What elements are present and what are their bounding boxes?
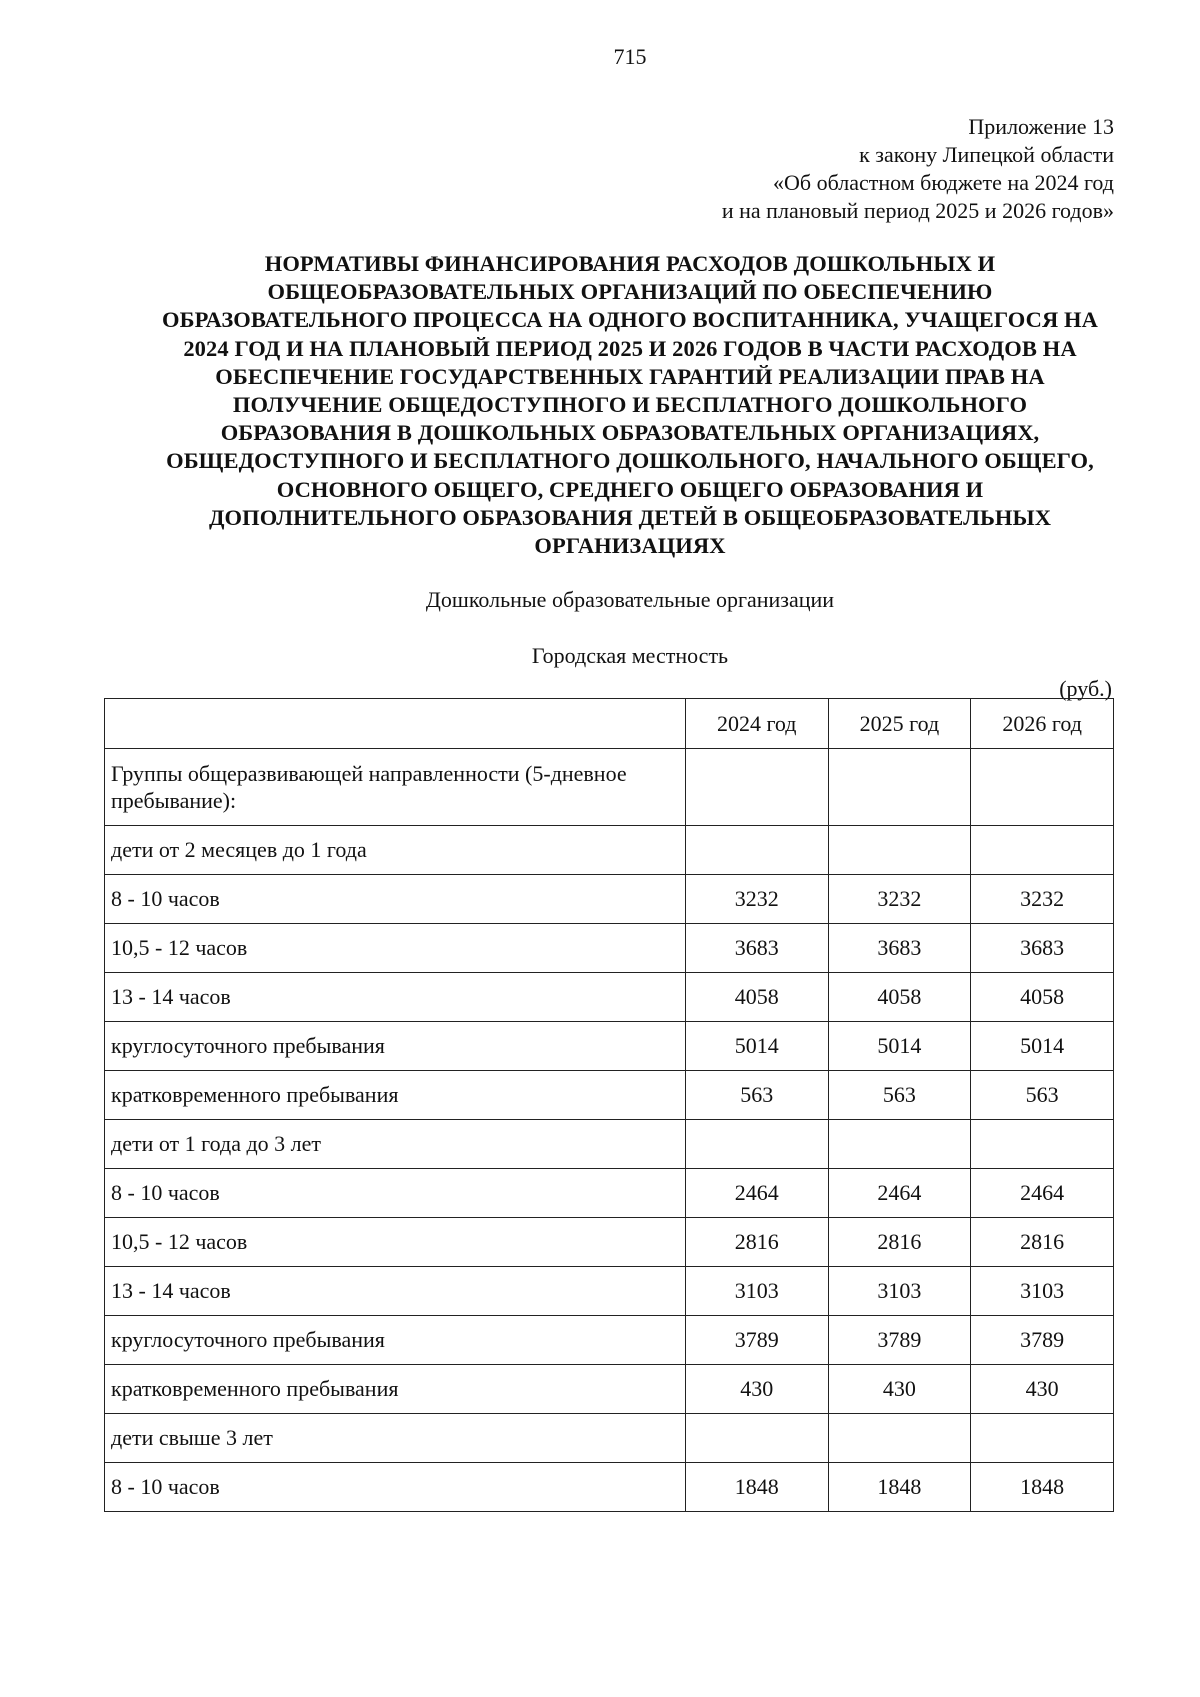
- title-line: ПОЛУЧЕНИЕ ОБЩЕДОСТУПНОГО И БЕСПЛАТНОГО ДОШКОЛЬНОГО: [232, 392, 1028, 418]
- value-2024: 2816: [685, 1218, 828, 1267]
- value-2025: 4058: [828, 973, 971, 1022]
- title-line: ОРГАНИЗАЦИЯХ: [534, 533, 726, 559]
- table-row: [105, 875, 1114, 924]
- value-2026: 3103: [971, 1267, 1114, 1316]
- value-2024: 430: [685, 1365, 828, 1414]
- row-label: 10,5 - 12 часов: [105, 924, 686, 973]
- value-2026: 3232: [971, 875, 1114, 924]
- value-2026: 430: [971, 1365, 1114, 1414]
- table-row: [105, 1267, 1114, 1316]
- value-2025: 563: [828, 1071, 971, 1120]
- table-row: [105, 1463, 1114, 1512]
- document-title: [100, 250, 1160, 560]
- table-row: [105, 1022, 1114, 1071]
- value-2026: 3789: [971, 1316, 1114, 1365]
- value-2025: 3683: [828, 924, 971, 973]
- header-cell-2025: 2025 год: [828, 699, 971, 749]
- value-2026: 3683: [971, 924, 1114, 973]
- row-label: 8 - 10 часов: [105, 1463, 686, 1512]
- row-label: кратковременного пребывания: [105, 1365, 686, 1414]
- value-2024: [685, 1120, 828, 1169]
- row-label: кратковременного пребывания: [105, 1071, 686, 1120]
- row-label: дети свыше 3 лет: [105, 1414, 686, 1463]
- value-2026: 2816: [971, 1218, 1114, 1267]
- title-line: ОБЩЕДОСТУПНОГО И БЕСПЛАТНОГО ДОШКОЛЬНОГО, НАЧАЛЬНОГО ОБЩЕГО,: [166, 448, 1094, 474]
- title-line: 2024 ГОД И НА ПЛАНОВЫЙ ПЕРИОД 2025 И 2026 ГОДОВ В ЧАСТИ РАСХОДОВ НА: [183, 335, 1077, 361]
- row-label: круглосуточного пребывания: [105, 1022, 686, 1071]
- row-label: 10,5 - 12 часов: [105, 1218, 686, 1267]
- value-2024: 3683: [685, 924, 828, 973]
- title-line: ОБРАЗОВАНИЯ В ДОШКОЛЬНЫХ ОБРАЗОВАТЕЛЬНЫХ ОРГАНИЗАЦИЯХ,: [220, 420, 1040, 446]
- appendix-reference: [722, 113, 1114, 225]
- value-2025: 5014: [828, 1022, 971, 1071]
- header-cell-2024: 2024 год: [685, 699, 828, 749]
- area-heading: Городская местность: [531, 643, 729, 668]
- row-label: 8 - 10 часов: [105, 1169, 686, 1218]
- table-row: [105, 1120, 1114, 1169]
- table-row: [105, 1365, 1114, 1414]
- row-label: 8 - 10 часов: [105, 875, 686, 924]
- value-2026: [971, 1414, 1114, 1463]
- value-2025: [828, 1120, 971, 1169]
- row-label: 13 - 14 часов: [105, 1267, 686, 1316]
- title-line: НОРМАТИВЫ ФИНАНСИРОВАНИЯ РАСХОДОВ ДОШКОЛЬНЫХ И: [264, 251, 996, 276]
- value-2025: 3789: [828, 1316, 971, 1365]
- section-heading: Дошкольные образовательные организации: [425, 587, 835, 612]
- value-2025: 3232: [828, 875, 971, 924]
- value-2026: 4058: [971, 973, 1114, 1022]
- appendix-line: и на плановый период 2025 и 2026 годов»: [721, 198, 1114, 223]
- appendix-line: Приложение 13: [968, 114, 1114, 139]
- title-line: ОБЕСПЕЧЕНИЕ ГОСУДАРСТВЕННЫХ ГАРАНТИЙ РЕАЛИЗАЦИИ ПРАВ НА: [215, 363, 1045, 389]
- table-row: [105, 1414, 1114, 1463]
- value-2024: 2464: [685, 1169, 828, 1218]
- title-line: ОБЩЕОБРАЗОВАТЕЛЬНЫХ ОРГАНИЗАЦИЙ ПО ОБЕСПЕЧЕНИЮ: [267, 279, 993, 305]
- table-row: [105, 1316, 1114, 1365]
- value-2026: 2464: [971, 1169, 1114, 1218]
- row-label: дети от 1 года до 3 лет: [105, 1120, 686, 1169]
- table-row: [105, 973, 1114, 1022]
- value-2024: 563: [685, 1071, 828, 1120]
- title-line: ДОПОЛНИТЕЛЬНОГО ОБРАЗОВАНИЯ ДЕТЕЙ В ОБЩЕОБРАЗОВАТЕЛЬНЫХ: [208, 504, 1052, 530]
- title-line: ОСНОВНОГО ОБЩЕГО, СРЕДНЕГО ОБЩЕГО ОБРАЗОВАНИЯ И: [276, 476, 984, 502]
- value-2025: 1848: [828, 1463, 971, 1512]
- value-2025: 3103: [828, 1267, 971, 1316]
- value-2026: 563: [971, 1071, 1114, 1120]
- value-2024: 5014: [685, 1022, 828, 1071]
- value-2025: 2464: [828, 1169, 971, 1218]
- financing-norms-table: [104, 698, 1114, 1512]
- value-2025: 2816: [828, 1218, 971, 1267]
- header-cell-label: [105, 699, 686, 749]
- row-label: 13 - 14 часов: [105, 973, 686, 1022]
- value-2024: 3232: [685, 875, 828, 924]
- value-2026: [971, 826, 1114, 875]
- value-2025: [828, 1414, 971, 1463]
- table-header-row: [105, 699, 1114, 749]
- appendix-line: к закону Липецкой области: [859, 142, 1114, 167]
- value-2025: [828, 749, 971, 826]
- value-2024: 3789: [685, 1316, 828, 1365]
- value-2024: 3103: [685, 1267, 828, 1316]
- value-2024: [685, 826, 828, 875]
- value-2026: [971, 749, 1114, 826]
- value-2024: [685, 749, 828, 826]
- row-label: дети от 2 месяцев до 1 года: [105, 826, 686, 875]
- value-2025: 430: [828, 1365, 971, 1414]
- table-row: [105, 826, 1114, 875]
- table-row: [105, 924, 1114, 973]
- value-2025: [828, 826, 971, 875]
- table-row: [105, 1169, 1114, 1218]
- page-number: 715: [613, 44, 647, 69]
- value-2024: 4058: [685, 973, 828, 1022]
- table-row: [105, 749, 1114, 826]
- row-label: круглосуточного пребывания: [105, 1316, 686, 1365]
- table-row: [105, 1071, 1114, 1120]
- appendix-line: «Об областном бюджете на 2024 год: [773, 170, 1114, 195]
- value-2024: 1848: [685, 1463, 828, 1512]
- value-2026: 5014: [971, 1022, 1114, 1071]
- table-row: [105, 1218, 1114, 1267]
- value-2024: [685, 1414, 828, 1463]
- row-label: Группы общеразвивающей направленности (5-дневное пребывание):: [105, 749, 686, 826]
- value-2026: 1848: [971, 1463, 1114, 1512]
- header-cell-2026: 2026 год: [971, 699, 1114, 749]
- title-line: ОБРАЗОВАТЕЛЬНОГО ПРОЦЕССА НА ОДНОГО ВОСПИТАННИКА, УЧАЩЕГОСЯ НА: [162, 307, 1098, 333]
- value-2026: [971, 1120, 1114, 1169]
- unit-label: (руб.): [1059, 676, 1112, 701]
